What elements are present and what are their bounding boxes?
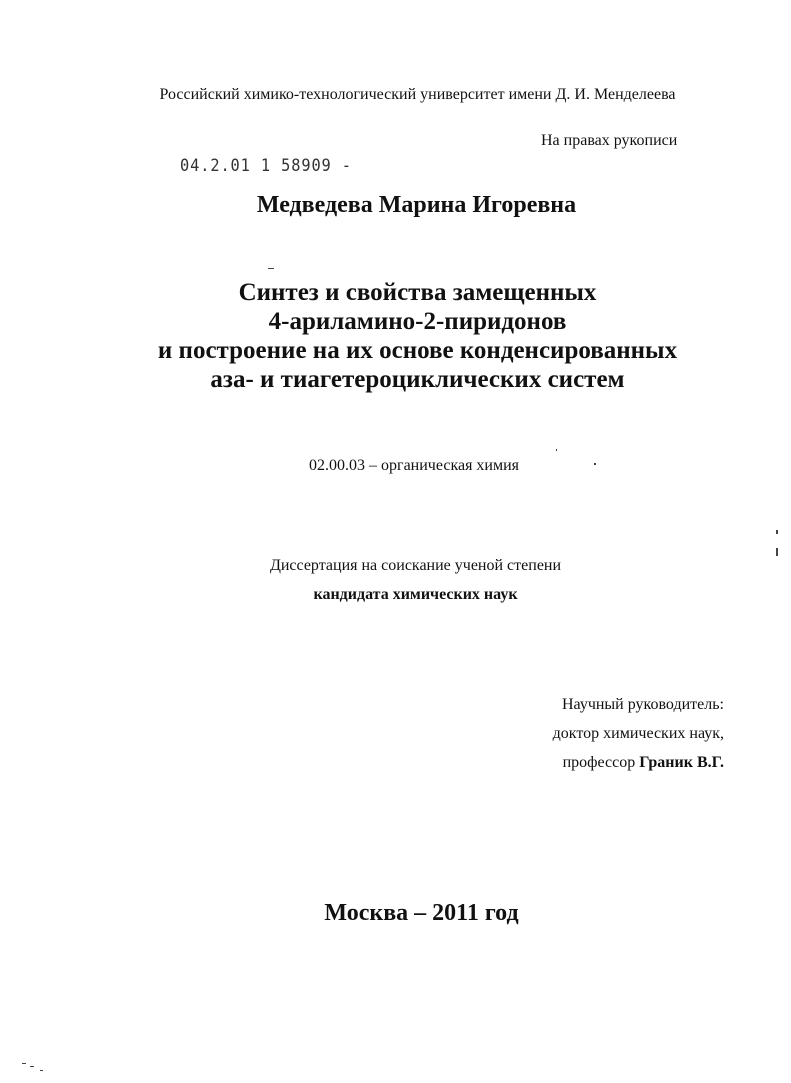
city-and-year: Москва – 2011 год bbox=[324, 900, 519, 926]
scan-speck bbox=[268, 268, 274, 269]
manuscript-rights-note: На правах рукописи bbox=[541, 132, 678, 149]
dissertation-statement: Диссертация на соискание ученой степени bbox=[269, 557, 562, 574]
scan-speck bbox=[30, 1066, 34, 1067]
supervisor-name: Граник В.Г. bbox=[639, 754, 724, 771]
dissertation-title bbox=[0, 278, 791, 394]
university-name: Российский химико-технологический университет имени Д. И. Менделеева bbox=[159, 86, 676, 103]
scan-speck bbox=[776, 548, 778, 556]
supervisor-label: Научный руководитель: bbox=[561, 696, 724, 713]
title-line-2: 4-ариламино-2-пиридонов bbox=[268, 308, 567, 335]
scan-speck bbox=[22, 1063, 26, 1064]
scan-speck bbox=[556, 449, 557, 451]
title-line-1: Синтез и свойства замещенных bbox=[238, 279, 597, 306]
registration-stamp-number: 04.2.01 1 58909 - bbox=[180, 156, 352, 176]
author-name: Медведева Марина Игоревна bbox=[256, 192, 577, 218]
degree-name: кандидата химических наук bbox=[313, 586, 518, 603]
supervisor-rank-and-name bbox=[536, 748, 724, 777]
title-line-4: аза- и тиагетероциклических систем bbox=[210, 366, 625, 393]
supervisor-academic-title: доктор химических наук, bbox=[552, 725, 724, 742]
dissertation-degree-block bbox=[0, 551, 791, 609]
title-line-3: и построение на их основе конденсированных bbox=[157, 337, 678, 364]
scan-speck bbox=[594, 463, 596, 465]
scan-speck bbox=[776, 530, 778, 534]
supervisor-rank: профессор bbox=[562, 754, 636, 771]
scan-speck bbox=[40, 1070, 43, 1071]
supervisor-block bbox=[536, 690, 724, 777]
specialty-code: 02.00.03 – органическая химия bbox=[309, 457, 520, 474]
